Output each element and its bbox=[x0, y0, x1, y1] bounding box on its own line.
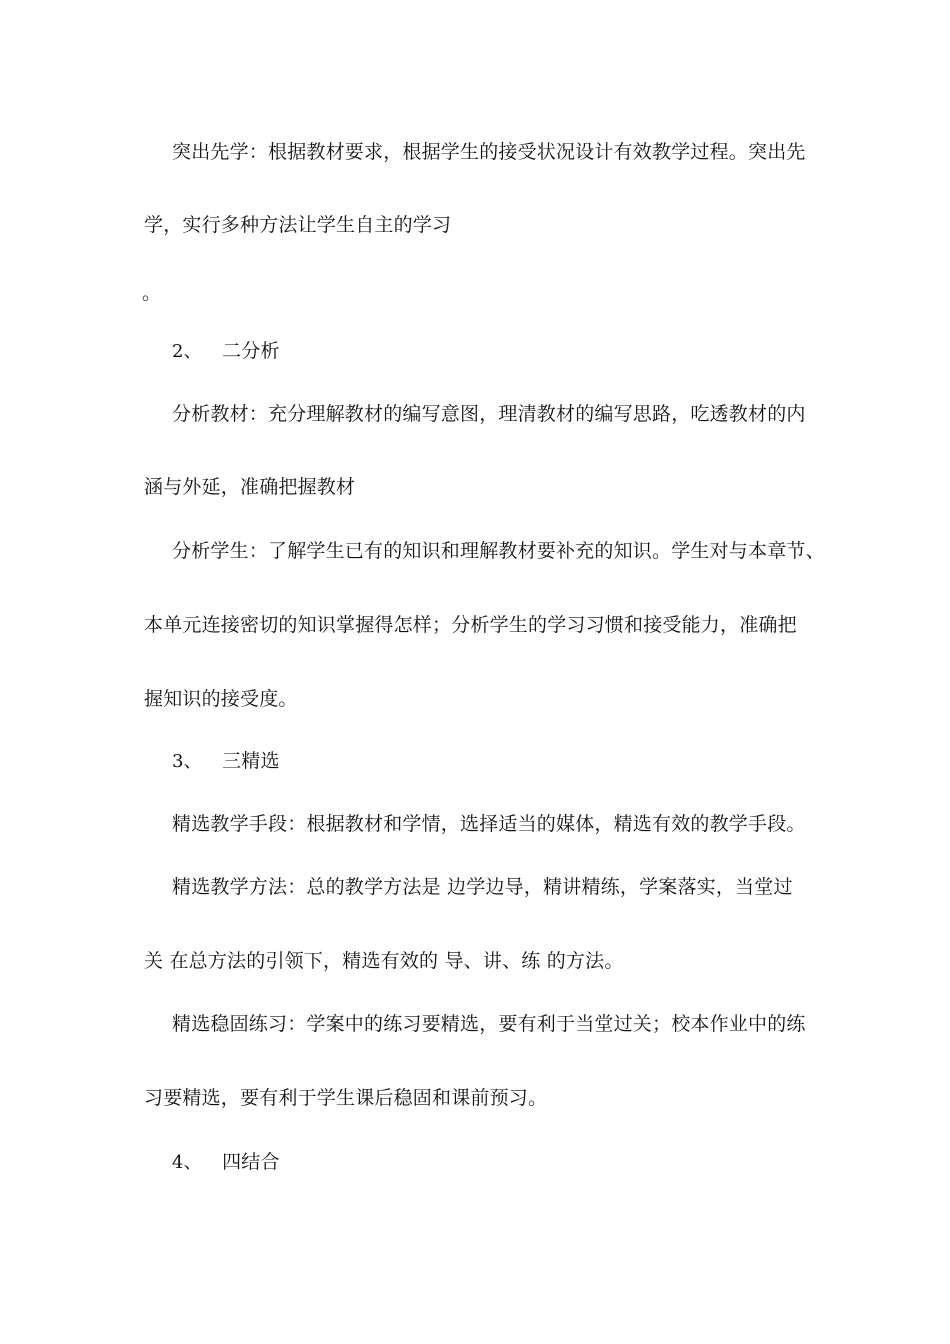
paragraph-line: 本单元连接密切的知识掌握得怎样；分析学生的学习习惯和接受能力，准确把 bbox=[144, 614, 797, 636]
paragraph-line: 习要精选，要有利于学生课后稳固和课前预习。 bbox=[144, 1087, 548, 1109]
heading-number: 4、 bbox=[172, 1152, 202, 1173]
heading-title: 二分析 bbox=[222, 340, 280, 362]
paragraph-line: 学，实行多种方法让学生自主的学习 bbox=[144, 214, 452, 236]
paragraph-line: 。 bbox=[142, 282, 162, 304]
paragraph-line: 突出先学：根据教材要求，根据学生的接受状况设计有效教学过程。突出先 bbox=[172, 141, 806, 163]
paragraph-line: 分析教材：充分理解教材的编写意图，理清教材的编写思路，吃透教材的内 bbox=[172, 403, 806, 425]
heading-title: 四结合 bbox=[222, 1151, 280, 1173]
paragraph-line: 关 在总方法的引领下，精选有效的 导、讲、练 的方法。 bbox=[144, 950, 624, 972]
paragraph-line: 握知识的接受度。 bbox=[144, 688, 298, 710]
paragraph-line: 分析学生：了解学生已有的知识和理解教材要补充的知识。学生对与本章节、 bbox=[172, 540, 825, 562]
paragraph-line: 精选教学方法：总的教学方法是 边学边导，精讲精练，学案落实，当堂过 bbox=[172, 876, 793, 898]
heading-number: 2、 bbox=[172, 341, 202, 362]
heading-number: 3、 bbox=[172, 751, 202, 772]
heading-title: 三精选 bbox=[222, 750, 280, 772]
paragraph-line: 精选稳固练习：学案中的练习要精选，要有利于当堂过关；校本作业中的练 bbox=[172, 1013, 806, 1035]
section-heading bbox=[172, 338, 280, 365]
paragraph-line: 精选教学手段：根据教材和学情，选择适当的媒体，精选有效的教学手段。 bbox=[172, 813, 806, 835]
section-heading bbox=[172, 1149, 280, 1176]
paragraph-line: 涵与外延，准确把握教材 bbox=[144, 476, 356, 498]
section-heading bbox=[172, 748, 280, 775]
